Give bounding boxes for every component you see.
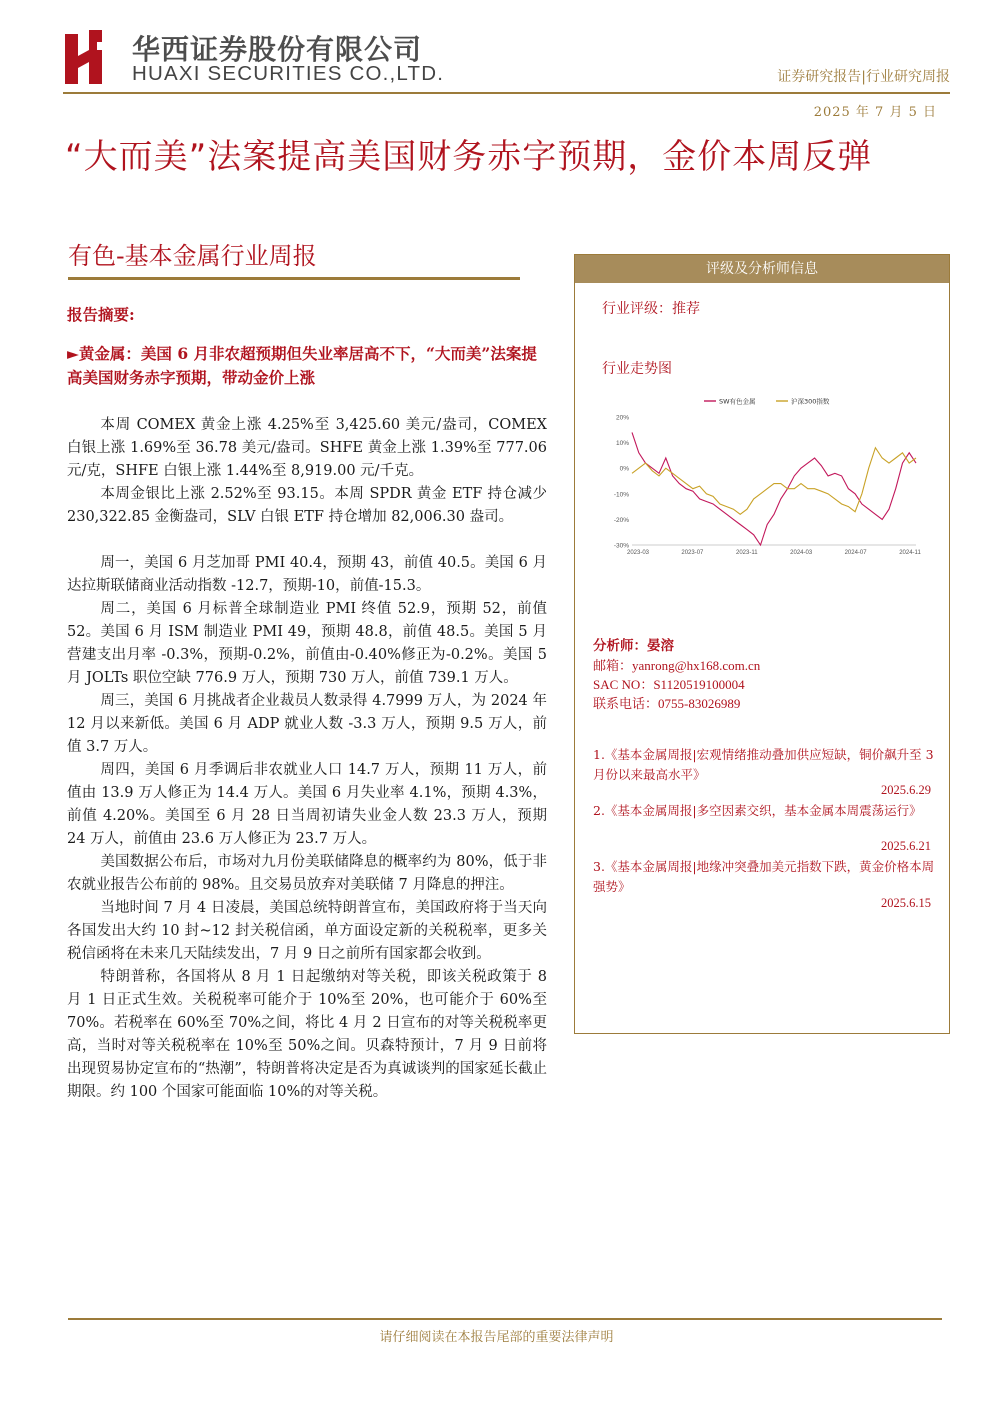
gold-section-heading: ►黄金属：美国 6 月非农超预期但失业率居高不下，“大而美”法案提高美国财务赤字预期，带动金价上涨: [67, 344, 537, 387]
y-tick-label: 20%: [615, 414, 629, 422]
body-paragraph: 当地时间 7 月 4 日凌晨，美国总统特朗普宣布，美国政府将于当天向各国发出大约 10 封~12 封关税信函，单方面设定新的关税税率，更多关税信函将在未来几天陆续发出，7 月 9 日之前所有国家都会收到。: [67, 900, 547, 962]
analyst-name: 分析师：晏溶: [593, 638, 674, 654]
y-tick-label: -30%: [613, 542, 629, 550]
summary-body: [67, 414, 547, 1104]
series-line-1: [632, 448, 916, 515]
legend-label: SW有色金属: [719, 397, 756, 406]
y-tick-label: 0%: [619, 465, 629, 473]
body-paragraph: 周一，美国 6 月芝加哥 PMI 40.4，预期 43，前值 40.5。美国 6 月达拉斯联储商业活动指数 -12.7，预期-10，前值-15.3。: [67, 555, 547, 594]
x-tick-label: 2023-11: [736, 550, 758, 556]
trend-chart-label: 行业走势图: [602, 361, 672, 377]
report-type: 证券研究报告|行业研究周报: [777, 69, 950, 85]
body-paragraph: 特朗普称，各国将从 8 月 1 日起缴纳对等关税，即该关税政策于 8 月 1 日正式生效。关税税率可能介于 10%至 20%，也可能介于 60%至 70%。若税率在 60%至 70%之间，将比 4 月 2 日宣布的对等关税税率更高，当时对等关税税率在 10%至 50%之间。贝森特预计，7 月 9 日前将出现贸易协定宣布的“热潮”，特朗普将决定是否为真诚谈判的国家延长截止期限。约 100 个国家可能面临 10%的对等关税。: [67, 969, 547, 1100]
y-tick-label: 10%: [615, 440, 629, 448]
summary-heading: 报告摘要:: [67, 305, 135, 324]
analyst-phone: 联系电话：0755-83026989: [593, 696, 741, 711]
footer-divider: [68, 1318, 942, 1320]
y-tick-label: -20%: [613, 516, 629, 524]
related-report-3-date: 2025.6.15: [881, 896, 931, 910]
body-paragraph: 周三，美国 6 月挑战者企业裁员人数录得 4.7999 万人，为 2024 年 12 月以来新低。美国 6 月 ADP 就业人数 -3.3 万人，预期 9.5 万人，前值 3.7 万人。: [67, 693, 547, 755]
sidebar-title: 评级及分析师信息: [575, 255, 949, 283]
subtitle-underline: [68, 277, 520, 280]
legal-notice: 请仔细阅读在本报告尾部的重要法律声明: [379, 1330, 614, 1345]
legend-label: 沪深300指数: [791, 397, 830, 406]
analyst-sac: SAC NO：S1120519100004: [593, 677, 745, 692]
related-report-1-date: 2025.6.29: [881, 783, 931, 797]
analyst-email: 邮箱：yanrong@hx168.com.cn: [593, 658, 761, 673]
related-report-2-date: 2025.6.21: [881, 839, 931, 853]
body-paragraph: 周四，美国 6 月季调后非农就业人口 14.7 万人，预期 11 万人，前值由 13.9 万人修正为 14.4 万人。美国 6 月失业率 4.1%，预期 4.3%，前值 4.20%。美国至 6 月 28 日当周初请失业金人数 23.3 万人，预期 24 万人，前值由 23.6 万人修正为 23.7 万人。: [67, 762, 547, 847]
body-paragraph: 周二，美国 6 月标普全球制造业 PMI 终值 52.9，预期 52，前值 52。美国 6 月 ISM 制造业 PMI 49，预期 48.8，前值 48.5。美国 5 月营建支出月率 -0.3%，预期-0.2%，前值由-0.40%修正为-0.2%。美国 5 月 JOLTs 职位空缺 776.9 万人，预期 730 万人，前值 739.1 万人。: [67, 601, 547, 686]
related-report-3[interactable]: 3.《基本金属周报|地缘冲突叠加美元指数下跌，黄金价格本周强势》: [593, 859, 935, 894]
company-name-en: HUAXI SECURITIES CO.,LTD.: [132, 62, 445, 85]
body-paragraph: 本周金银比上涨 2.52%至 93.15。本周 SPDR 黄金 ETF 持仓减少 230,322.85 金衡盎司，SLV 白银 ETF 持仓增加 82,006.30 盎司。: [67, 486, 547, 525]
body-paragraph: 本周 COMEX 黄金上涨 4.25%至 3,425.60 美元/盎司，COMEX 白银上涨 1.69%至 36.78 美元/盎司。SHFE 黄金上涨 1.39%至 777.06 元/克，SHFE 白银上涨 1.44%至 8,919.00 元/千克。: [67, 417, 547, 479]
header-divider: [63, 92, 950, 94]
x-tick-label: 2024-03: [790, 550, 813, 556]
page-subtitle: 有色-基本金属行业周报: [68, 242, 317, 270]
x-tick-label: 2023-07: [681, 550, 704, 556]
x-tick-label: 2023-03: [626, 550, 650, 556]
related-report-1[interactable]: 1.《基本金属周报|宏观情绪推动叠加供应短缺，铜价飙升至 3 月份以来最高水平》: [593, 747, 934, 782]
report-date: 2025 年 7 月 5 日: [813, 105, 937, 120]
company-name-cn: 华西证券股份有限公司: [132, 33, 423, 66]
related-report-2[interactable]: 2.《基本金属周报|多空因素交织，基本金属本周震荡运行》: [593, 803, 922, 818]
x-tick-label: 2024-07: [844, 550, 867, 556]
y-tick-label: -10%: [613, 491, 629, 499]
x-tick-label: 2024-11: [899, 550, 921, 556]
industry-trend-chart: [606, 385, 926, 560]
body-paragraph: 美国数据公布后，市场对九月份美联储降息的概率约为 80%，低于非农就业报告公布前的 98%。且交易员放弃对美联储 7 月降息的押注。: [67, 854, 547, 893]
series-line-0: [632, 432, 916, 545]
page-title: “大而美”法案提高美国财务赤字预期，金价本周反弹: [65, 137, 873, 177]
company-logo-icon: [63, 28, 109, 84]
industry-rating: 行业评级：推荐: [602, 301, 700, 317]
